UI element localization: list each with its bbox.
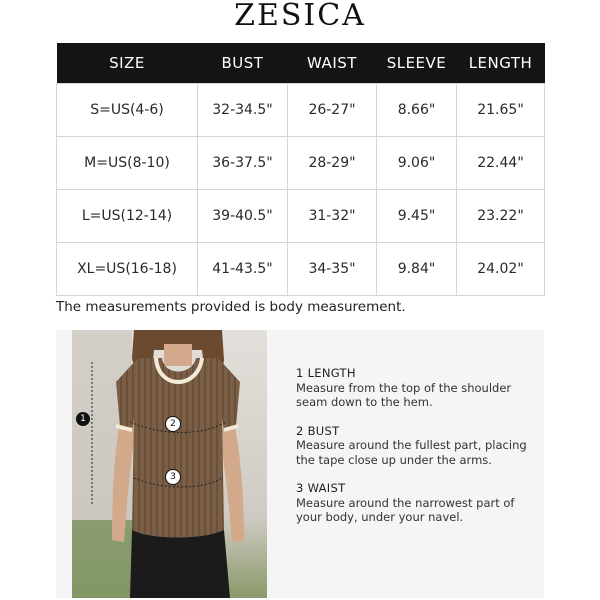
cell-bust: 39-40.5" (198, 190, 288, 243)
cell-length: 22.44" (457, 137, 545, 190)
cell-size: S=US(4-6) (57, 84, 198, 137)
cell-bust: 32-34.5" (198, 84, 288, 137)
cell-length: 21.65" (457, 84, 545, 137)
cell-sleeve: 9.45" (377, 190, 457, 243)
cell-sleeve: 9.84" (377, 243, 457, 296)
brand-logo: ZESICA (234, 0, 366, 33)
cell-waist: 26-27" (288, 84, 377, 137)
cell-length: 24.02" (457, 243, 545, 296)
marker-bust: 2 (165, 416, 181, 432)
marker-length: 1 (76, 412, 90, 426)
table-row (57, 84, 545, 137)
table-row (57, 243, 545, 296)
header-size: SIZE (57, 43, 198, 84)
marker-waist: 3 (165, 469, 181, 485)
measuring-guide (56, 330, 544, 598)
instruction-desc: Measure from the top of the shoulder seam down to the hem. (296, 380, 512, 409)
cell-size: XL=US(16-18) (57, 243, 198, 296)
measurement-note: The measurements provided is body measurement. (56, 299, 406, 315)
cell-bust: 41-43.5" (198, 243, 288, 296)
instruction-length (296, 366, 536, 410)
header-sleeve: SLEEVE (377, 43, 457, 84)
cell-bust: 36-37.5" (198, 137, 288, 190)
table-header-row (57, 43, 545, 84)
instruction-title: 3 WAIST (296, 481, 346, 495)
cell-sleeve: 9.06" (377, 137, 457, 190)
cell-length: 23.22" (457, 190, 545, 243)
instruction-title: 1 LENGTH (296, 366, 356, 380)
table-row (57, 137, 545, 190)
instruction-title: 2 BUST (296, 423, 340, 438)
cell-size: M=US(8-10) (57, 137, 198, 190)
cell-waist: 31-32" (288, 190, 377, 243)
instruction-desc: Measure around the fullest part, placing the tape close up under the arms. (296, 438, 527, 467)
measurement-instructions (296, 366, 536, 539)
cell-sleeve: 8.66" (377, 84, 457, 137)
size-chart-table (56, 43, 545, 296)
cell-waist: 28-29" (288, 137, 377, 190)
instruction-bust (296, 424, 536, 468)
instruction-waist (296, 481, 536, 525)
header-waist: WAIST (288, 43, 377, 84)
cell-waist: 34-35" (288, 243, 377, 296)
instruction-desc: Measure around the narrowest part of your body, under your navel. (296, 495, 515, 524)
cell-size: L=US(12-14) (57, 190, 198, 243)
model-photo-icon (72, 330, 267, 598)
header-bust: BUST (198, 43, 288, 84)
header-length: LENGTH (457, 43, 545, 84)
table-row (57, 190, 545, 243)
